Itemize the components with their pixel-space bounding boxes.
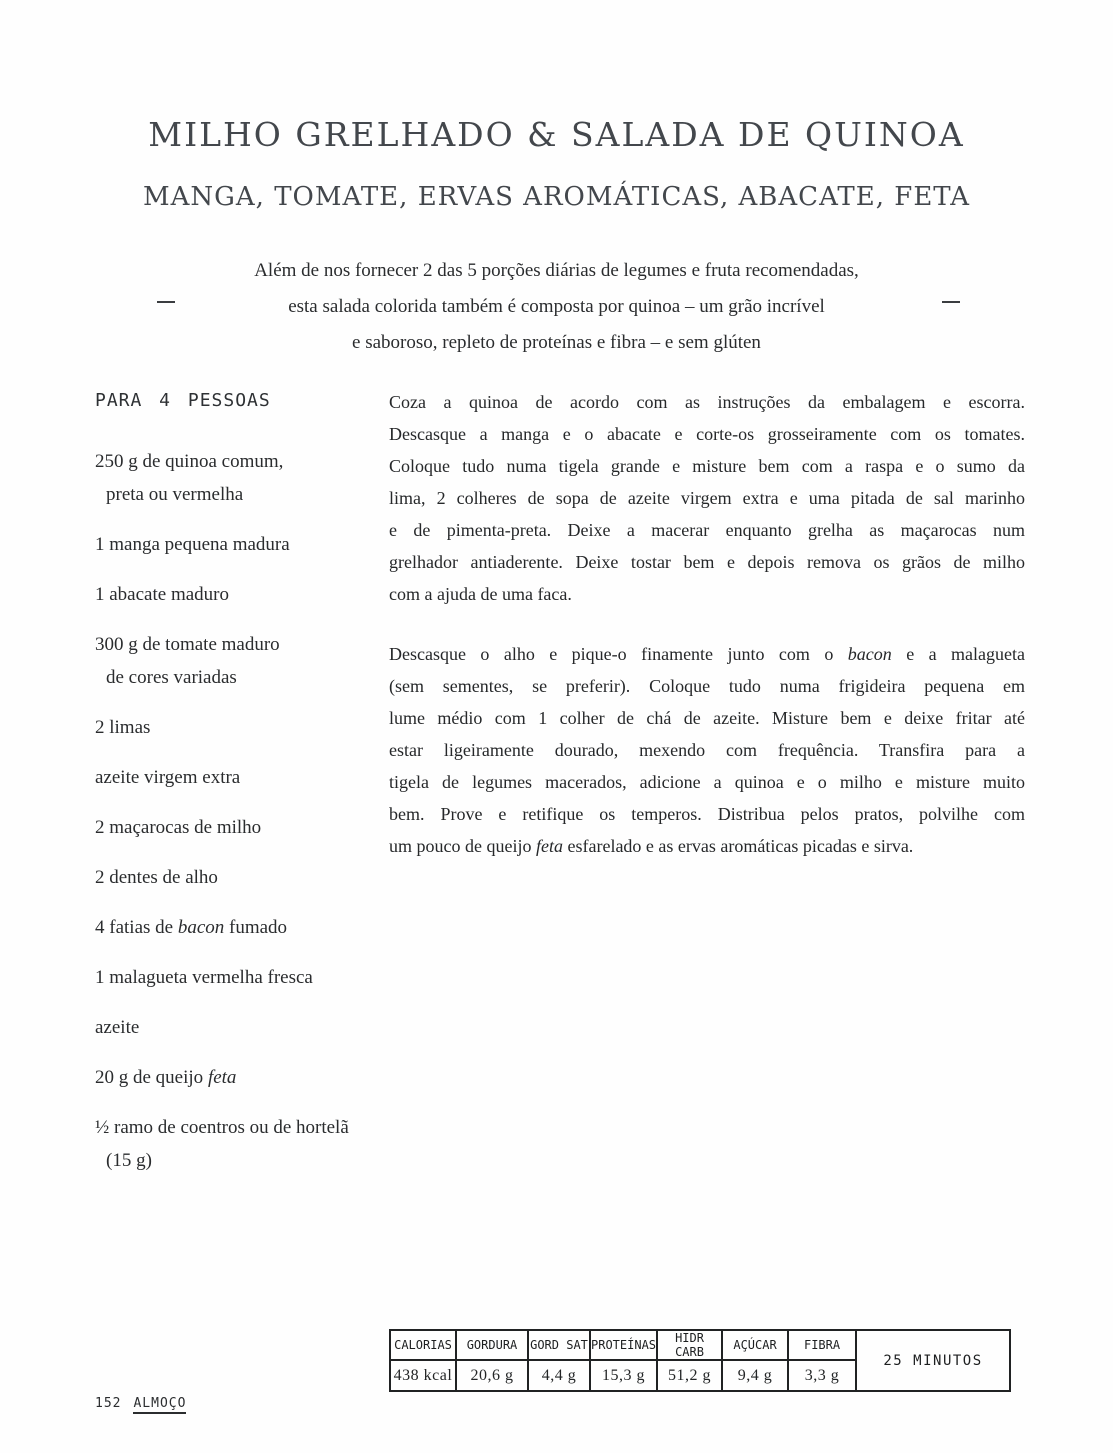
text-segment: Descasque a manga e o abacate e corte-os grosseiramente com os tomates. — [389, 424, 1025, 444]
page-footer — [95, 1396, 186, 1412]
ingredient-line — [95, 528, 395, 561]
ingredient-item — [95, 528, 395, 561]
intro-dash-right — [942, 301, 960, 303]
ingredient-line — [95, 861, 395, 894]
nutrition-header-cell: CALORIAS — [390, 1330, 456, 1360]
nutrition-value-cell: 4,4 g — [528, 1360, 590, 1391]
ingredient-line — [95, 711, 395, 744]
ingredient-line — [95, 628, 395, 661]
intro-line: esta salada colorida também é composta por quinoa – um grão incrível — [288, 296, 825, 317]
nutrition-value-cell: 438 kcal — [390, 1360, 456, 1391]
ingredient-item — [95, 1111, 395, 1177]
text-segment: Coloque tudo numa tigela grande e misture bem com a raspa e o sumo da — [389, 456, 1025, 476]
ingredient-item — [95, 761, 395, 794]
method-line — [389, 830, 1025, 862]
text-segment: bem. Prove e retifique os temperos. Distribua pelos pratos, polvilhe com — [389, 804, 1025, 824]
nutrition-value-cell: 9,4 g — [722, 1360, 788, 1391]
nutrition-header-cell: HIDR CARB — [657, 1330, 722, 1360]
ingredient-line — [95, 1144, 395, 1177]
text-segment: e de pimenta-preta. Deixe a macerar enquanto grelha as maçarocas num — [389, 520, 1025, 540]
text-segment: esfarelado e as ervas aromáticas picadas e sirva. — [562, 836, 914, 856]
text-segment: estar ligeiramente dourado, mexendo com frequência. Transfira para a — [389, 740, 1025, 760]
text-segment: de cores variadas — [106, 667, 237, 688]
text-segment: grelhador antiaderente. Deixe tostar bem e depois remova os grãos de milho — [389, 552, 1025, 572]
text-segment: (15 g) — [106, 1150, 152, 1171]
method-line — [389, 670, 1025, 702]
ingredient-line — [95, 761, 395, 794]
text-segment: fumado — [224, 917, 288, 938]
text-segment: feta — [535, 836, 563, 856]
intro-text — [110, 253, 1003, 361]
nutrition-header-cell: FIBRA — [788, 1330, 856, 1360]
ingredient-line — [95, 578, 395, 611]
method — [389, 386, 1025, 890]
text-segment: 1 abacate maduro — [95, 584, 229, 605]
nutrition-value-cell: 51,2 g — [657, 1360, 722, 1391]
text-segment: 2 maçarocas de milho — [95, 817, 262, 838]
ingredient-line — [95, 961, 395, 994]
page-number: 152 — [95, 1396, 122, 1411]
nutrition-header-cell: GORDURA — [456, 1330, 528, 1360]
method-line — [389, 386, 1025, 418]
text-segment: com a ajuda de uma faca. — [389, 584, 572, 604]
ingredient-line — [95, 445, 395, 478]
nutrition-header-row — [390, 1330, 1010, 1360]
text-segment: um pouco de queijo — [389, 836, 536, 856]
text-segment: bacon — [847, 644, 892, 664]
method-line — [389, 766, 1025, 798]
intro-dash-left — [157, 301, 175, 303]
text-segment: 2 limas — [95, 717, 151, 738]
text-segment: azeite virgem extra — [95, 767, 241, 788]
method-line — [389, 578, 1025, 610]
text-segment: feta — [207, 1067, 237, 1088]
text-segment: Descasque o alho e pique-o finamente junto com o — [389, 644, 848, 664]
intro-line: Além de nos fornecer 2 das 5 porções diárias de legumes e fruta recomendadas, — [254, 260, 859, 281]
recipe-subtitle: MANGA, TOMATE, ERVAS AROMÁTICAS, ABACATE, FETA — [142, 182, 970, 212]
ingredient-item — [95, 911, 395, 944]
nutrition-value-cell: 3,3 g — [788, 1360, 856, 1391]
text-segment: e a malagueta — [891, 644, 1025, 664]
text-segment: lume médio com 1 colher de chá de azeite. Misture bem e deixe fritar até — [389, 708, 1025, 728]
method-paragraph — [389, 638, 1025, 862]
ingredient-item — [95, 445, 395, 511]
method-line — [389, 482, 1025, 514]
method-line — [389, 514, 1025, 546]
method-line — [389, 702, 1025, 734]
nutrition-table — [389, 1329, 1011, 1392]
ingredient-line — [95, 1011, 395, 1044]
text-segment: 300 g de tomate maduro — [95, 634, 280, 655]
text-segment: 1 manga pequena madura — [95, 534, 290, 555]
section-label: ALMOÇO — [133, 1396, 186, 1414]
ingredient-line — [95, 1061, 395, 1094]
nutrition-value-cell: 15,3 g — [590, 1360, 657, 1391]
method-line — [389, 798, 1025, 830]
ingredient-item — [95, 811, 395, 844]
nutrition-header-cell: GORD SAT — [528, 1330, 590, 1360]
text-segment: 20 g de queijo — [95, 1067, 208, 1088]
text-segment: 2 dentes de alho — [95, 867, 218, 888]
text-segment: preta ou vermelha — [106, 484, 244, 505]
text-segment: ½ ramo de coentros ou de hortelã — [95, 1117, 349, 1138]
text-segment: 4 fatias de — [95, 917, 178, 938]
servings-heading: PARA 4 PESSOAS — [95, 390, 271, 411]
ingredient-item — [95, 578, 395, 611]
method-line — [389, 450, 1025, 482]
ingredients-section — [95, 391, 395, 1194]
method-paragraph — [389, 386, 1025, 610]
method-line — [389, 638, 1025, 670]
ingredient-item — [95, 711, 395, 744]
ingredient-line — [95, 478, 395, 511]
method-line — [389, 418, 1025, 450]
ingredient-line — [95, 661, 395, 694]
ingredient-item — [95, 628, 395, 694]
nutrition-value-cell: 20,6 g — [456, 1360, 528, 1391]
ingredient-item — [95, 1061, 395, 1094]
text-segment: 1 malagueta vermelha fresca — [95, 967, 313, 988]
recipe-title: MILHO GRELHADO & SALADA DE QUINOA — [148, 115, 965, 154]
ingredient-item — [95, 861, 395, 894]
ingredient-item — [95, 1011, 395, 1044]
ingredient-line — [95, 911, 395, 944]
ingredients-list — [95, 445, 395, 1177]
text-segment: bacon — [177, 917, 225, 938]
text-segment: Coza a quinoa de acordo com as instruções da embalagem e escorra. — [389, 392, 1025, 412]
nutrition-header-cell: AÇÚCAR — [722, 1330, 788, 1360]
method-line — [389, 734, 1025, 766]
method-line — [389, 546, 1025, 578]
ingredient-item — [95, 961, 395, 994]
text-segment: tigela de legumes macerados, adicione a quinoa e o milho e misture muito — [389, 772, 1025, 792]
text-segment: (sem sementes, se preferir). Coloque tudo numa frigideira pequena em — [389, 676, 1025, 696]
intro-line: e saboroso, repleto de proteínas e fibra – e sem glúten — [352, 332, 761, 353]
text-segment: 250 g de quinoa comum, — [95, 451, 284, 472]
ingredient-line — [95, 811, 395, 844]
nutrition-header-cell: PROTEÍNAS — [590, 1330, 657, 1360]
text-segment: azeite — [95, 1017, 140, 1038]
time-cell: 25 MINUTOS — [856, 1330, 1010, 1391]
text-segment: lima, 2 colheres de sopa de azeite virgem extra e uma pitada de sal marinho — [389, 488, 1025, 508]
ingredient-line — [95, 1111, 395, 1144]
